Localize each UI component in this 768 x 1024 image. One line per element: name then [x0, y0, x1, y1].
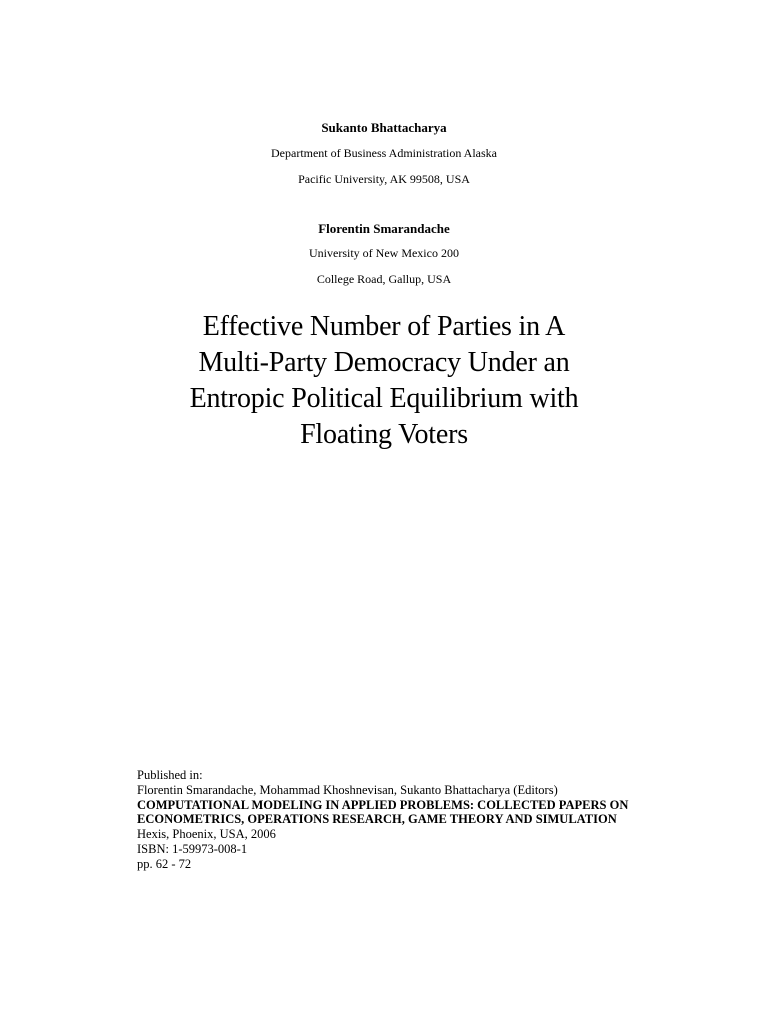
editors-line: Florentin Smarandache, Mohammad Khoshnevisan, Sukanto Bhattacharya (Editors) — [137, 782, 558, 797]
publication-info — [137, 768, 737, 872]
publisher-line: Hexis, Phoenix, USA, 2006 — [137, 827, 276, 842]
title-line-3: Entropic Political Equilibrium with — [189, 383, 579, 414]
pages-line: pp. 62 - 72 — [137, 856, 192, 871]
isbn-line: ISBN: 1-59973-008-1 — [137, 841, 248, 856]
paper-title — [0, 309, 768, 453]
author-1-name: Sukanto Bhattacharya — [321, 120, 447, 135]
title-line-2: Multi-Party Democracy Under an — [198, 347, 570, 378]
author-2-name: Florentin Smarandache — [318, 221, 450, 236]
title-line-1: Effective Number of Parties in A — [202, 311, 566, 342]
author-1-affiliation-line-1: Department of Business Administration Alaska — [271, 146, 497, 160]
author-2-affiliation-line-2: College Road, Gallup, USA — [316, 272, 452, 286]
author-1-affiliation-line-2: Pacific University, AK 99508, USA — [298, 172, 470, 186]
title-line-4: Floating Voters — [300, 419, 468, 450]
book-title-line-1: COMPUTATIONAL MODELING IN APPLIED PROBLEMS: COLLECTED PAPERS ON — [137, 797, 629, 812]
author-2-affiliation-line-1: University of New Mexico 200 — [309, 246, 459, 260]
published-in-label: Published in: — [137, 768, 203, 782]
book-title-line-2: ECONOMETRICS, OPERATIONS RESEARCH, GAME THEORY AND SIMULATION — [137, 812, 617, 827]
